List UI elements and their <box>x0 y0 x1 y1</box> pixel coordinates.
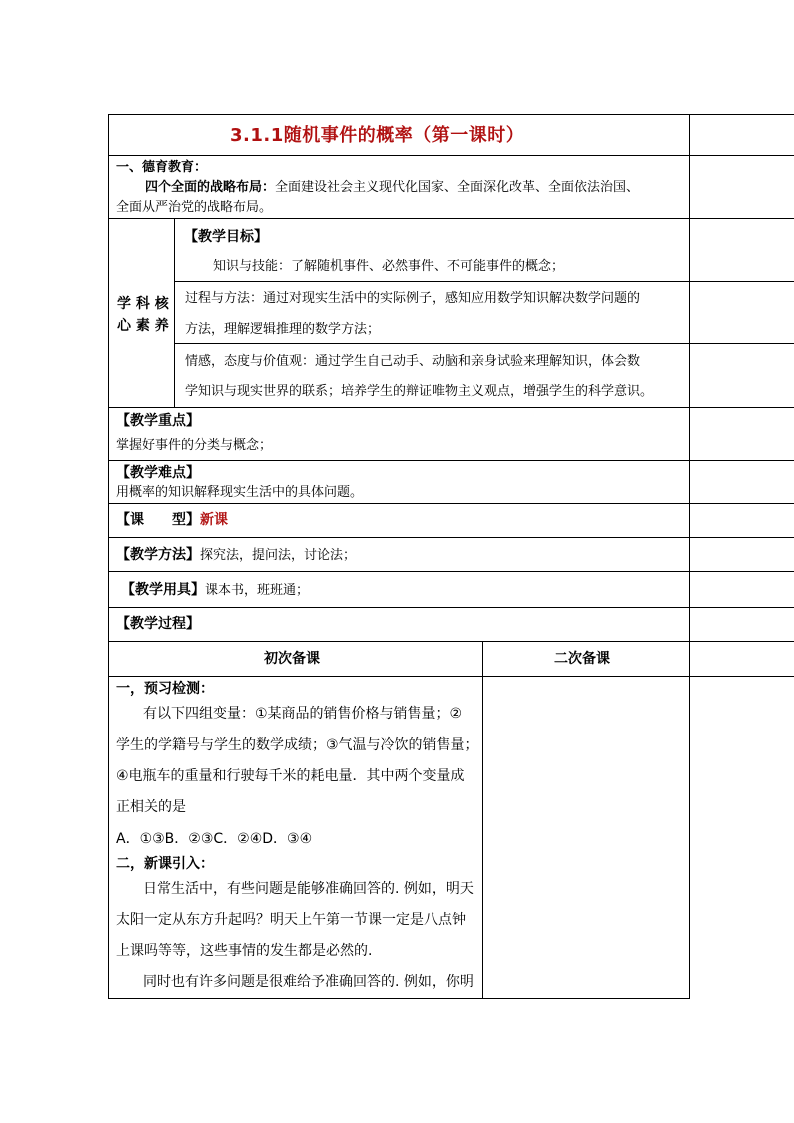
moral-lead: 四个全面的战略布局： <box>145 180 276 195</box>
moral-line-1 <box>145 180 639 196</box>
row-divider-title <box>108 155 794 156</box>
preview-line-2: 学生的学籍号与学生的数学成绩；③气温与冷饮的销售量； <box>116 737 479 753</box>
row-divider-process <box>108 641 794 642</box>
keypoints-heading: 【教学重点】 <box>116 413 200 429</box>
preview-options: A．①③B．②③C．②④D．③④ <box>116 831 313 847</box>
intro-line-2: 太阳一定从东方升起吗？明天上午第一节课一定是八点钟 <box>116 912 466 928</box>
column-header-first: 初次备课 <box>264 651 320 667</box>
moral-line-2: 全面从严治党的战略布局。 <box>116 200 273 215</box>
preview-line-3: ④电瓶车的重量和行驶每千米的耗电量．其中两个变量成 <box>116 768 465 784</box>
goal-heading: 【教学目标】 <box>184 229 268 245</box>
tools-row <box>121 582 309 599</box>
column-split-divider <box>482 641 483 999</box>
lesson-type-label: 【课 型】 <box>116 512 200 528</box>
preview-line-1: 有以下四组变量：①某商品的销售价格与销售量；② <box>143 706 463 722</box>
row-divider-columns <box>108 676 794 677</box>
difficulty-text: 用概率的知识解释现实生活中的具体问题。 <box>116 485 364 500</box>
tools-label: 【教学用具】 <box>121 582 205 598</box>
core-label-line-1: 学 科 核 <box>117 296 169 312</box>
intro-heading: 二，新课引入： <box>116 856 214 872</box>
preview-heading: 一，预习检测： <box>116 681 214 697</box>
table-border-bottom <box>108 998 690 999</box>
core-label-divider <box>174 218 175 408</box>
core-label-line-2: 心 素 养 <box>117 318 169 334</box>
row-divider-moral <box>108 218 794 219</box>
process-heading: 【教学过程】 <box>116 616 200 632</box>
row-divider-process-goal <box>174 343 794 344</box>
column-header-second: 二次备课 <box>554 651 610 667</box>
row-divider-type <box>108 537 794 538</box>
right-column-border <box>689 114 690 999</box>
table-border-top <box>108 114 794 115</box>
goal-attitude-line-1: 情感，态度与价值观：通过学生自己动手、动脑和亲身试验来理解知识，体会数 <box>185 354 641 369</box>
goal-process-line-1: 过程与方法：通过对现实生活中的实际例子，感知应用数学知识解决数学问题的 <box>185 291 641 306</box>
goal-process-line-2: 方法，理解逻辑推理的数学方法； <box>185 322 381 337</box>
preview-line-4: 正相关的是 <box>116 799 186 815</box>
intro-line-3: 上课吗等等，这些事情的发生都是必然的. <box>116 943 373 959</box>
goal-knowledge: 知识与技能：了解随机事件、必然事件、不可能事件的概念； <box>213 259 565 274</box>
row-divider-difficulty <box>108 503 794 504</box>
row-divider-method <box>108 571 794 572</box>
difficulty-heading: 【教学难点】 <box>116 465 200 481</box>
intro-line-1: 日常生活中，有些问题是能够准确回答的. 例如，明天 <box>143 881 474 897</box>
tools-value: 课本书，班班通； <box>205 583 310 598</box>
lesson-type-value: 新课 <box>200 512 228 528</box>
row-divider-keypoints <box>108 460 794 461</box>
method-row <box>116 547 356 564</box>
method-value: 探究法，提问法，讨论法； <box>200 548 357 563</box>
table-border-left <box>108 114 109 999</box>
keypoints-text: 掌握好事件的分类与概念； <box>116 438 273 453</box>
moral-heading: 一、德育教育： <box>116 160 208 175</box>
page-title: 3.1.1随机事件的概率（第一课时） <box>230 125 525 146</box>
method-label: 【教学方法】 <box>116 547 200 563</box>
intro-line-4: 同时也有许多问题是很难给予准确回答的. 例如，你明 <box>143 974 474 990</box>
goal-attitude-line-2: 学知识与现实世界的联系；培养学生的辩证唯物主义观点，增强学生的科学意识。 <box>185 384 654 399</box>
row-divider-core <box>108 407 794 408</box>
moral-text-1: 全面建设社会主义现代化国家、全面深化改革、全面依法治国、 <box>275 180 640 195</box>
row-divider-tools <box>108 607 794 608</box>
row-divider-goal <box>174 281 794 282</box>
lesson-type-row <box>116 512 228 528</box>
